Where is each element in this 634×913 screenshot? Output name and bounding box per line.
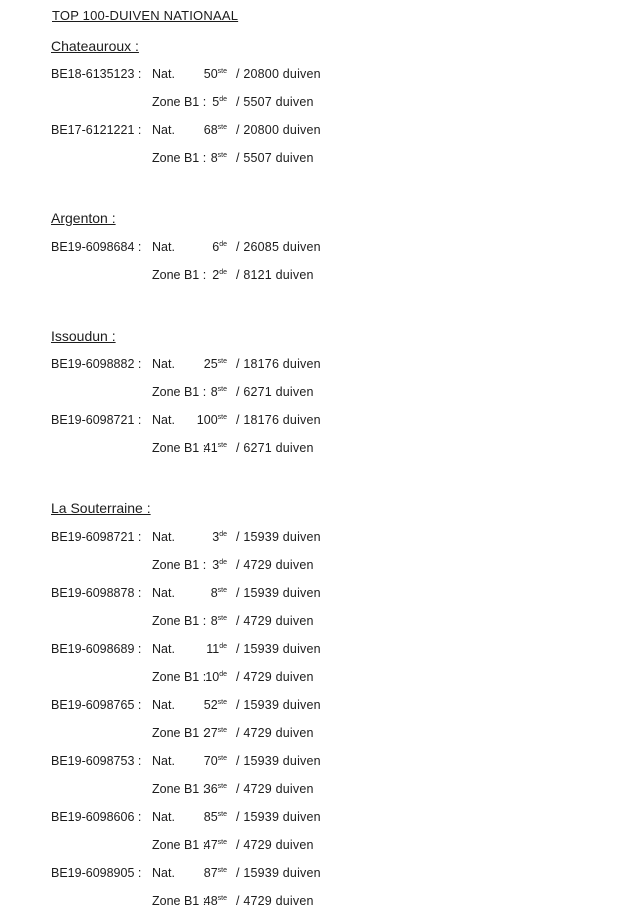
- zone-label: Zone B1 :: [152, 894, 207, 908]
- nat-result-line: [0, 530, 634, 548]
- zone-label: Zone B1 :: [152, 385, 207, 399]
- nat-total: / 15939 duiven: [236, 810, 321, 824]
- zone-result-line: [0, 838, 634, 856]
- nat-rank-number: 70: [203, 754, 218, 768]
- zone-result-line: [0, 614, 634, 632]
- ring-number: BE19-6098606 :: [51, 810, 142, 824]
- nat-rank: [204, 810, 227, 824]
- zone-rank-suffix: de: [219, 268, 227, 276]
- nat-rank-number: 85: [203, 810, 218, 824]
- nat-label: Nat.: [152, 586, 175, 600]
- nat-rank: [197, 413, 227, 427]
- zone-rank-suffix: ste: [217, 614, 227, 622]
- zone-rank-number: 10: [205, 670, 220, 684]
- nat-label: Nat.: [152, 67, 175, 81]
- zone-total: / 6271 duiven: [236, 441, 314, 455]
- zone-rank-suffix: de: [219, 95, 227, 103]
- nat-result-line: [0, 240, 634, 258]
- zone-rank: [204, 441, 227, 455]
- ring-number: BE19-6098905 :: [51, 866, 142, 880]
- zone-rank: [212, 558, 227, 572]
- zone-total: / 4729 duiven: [236, 670, 314, 684]
- nat-result-line: [0, 67, 634, 85]
- nat-rank: [212, 530, 227, 544]
- nat-label: Nat.: [152, 123, 175, 137]
- nat-label: Nat.: [152, 754, 175, 768]
- nat-rank: [212, 240, 227, 254]
- zone-result-line: [0, 95, 634, 113]
- zone-total: / 4729 duiven: [236, 782, 314, 796]
- nat-total: / 15939 duiven: [236, 586, 321, 600]
- zone-rank: [204, 838, 227, 852]
- nat-total: / 15939 duiven: [236, 642, 321, 656]
- ring-number: BE19-6098753 :: [51, 754, 142, 768]
- nat-rank-suffix: ste: [217, 357, 227, 365]
- zone-rank-number: 8: [210, 385, 218, 399]
- zone-rank-suffix: ste: [217, 385, 227, 393]
- nat-rank: [211, 586, 227, 600]
- zone-label: Zone B1 :: [152, 558, 207, 572]
- nat-result-line: [0, 754, 634, 772]
- zone-total: / 8121 duiven: [236, 268, 314, 282]
- ring-number: BE19-6098882 :: [51, 357, 142, 371]
- zone-label: Zone B1 :: [152, 441, 207, 455]
- nat-label: Nat.: [152, 698, 175, 712]
- ring-number: BE19-6098878 :: [51, 586, 142, 600]
- zone-rank: [211, 614, 227, 628]
- nat-rank-suffix: ste: [217, 810, 227, 818]
- zone-label: Zone B1 :: [152, 268, 207, 282]
- zone-rank-suffix: ste: [217, 151, 227, 159]
- zone-rank-number: 36: [203, 782, 218, 796]
- zone-rank-suffix: ste: [217, 894, 227, 902]
- nat-rank-number: 87: [203, 866, 218, 880]
- zone-rank: [204, 894, 227, 908]
- zone-result-line: [0, 268, 634, 286]
- zone-rank: [204, 726, 227, 740]
- ring-number: BE18-6135123 :: [51, 67, 142, 81]
- zone-label: Zone B1 :: [152, 614, 207, 628]
- zone-rank-number: 8: [210, 614, 218, 628]
- nat-rank-number: 52: [203, 698, 218, 712]
- zone-rank-suffix: ste: [217, 726, 227, 734]
- nat-total: / 15939 duiven: [236, 866, 321, 880]
- nat-rank: [204, 698, 227, 712]
- ring-number: BE19-6098721 :: [51, 530, 142, 544]
- nat-total: / 18176 duiven: [236, 357, 321, 371]
- zone-result-line: [0, 151, 634, 169]
- section-heading: La Souterraine :: [51, 500, 151, 516]
- zone-result-line: [0, 782, 634, 800]
- page-title: TOP 100-DUIVEN NATIONAAL: [52, 8, 239, 23]
- nat-result-line: [0, 586, 634, 604]
- nat-rank-number: 68: [203, 123, 218, 137]
- zone-rank-suffix: de: [219, 670, 227, 678]
- zone-result-line: [0, 385, 634, 403]
- nat-label: Nat.: [152, 240, 175, 254]
- ring-number: BE19-6098684 :: [51, 240, 142, 254]
- zone-total: / 5507 duiven: [236, 151, 314, 165]
- nat-total: / 18176 duiven: [236, 413, 321, 427]
- nat-rank-suffix: ste: [217, 67, 227, 75]
- nat-label: Nat.: [152, 810, 175, 824]
- nat-rank-suffix: ste: [217, 413, 227, 421]
- nat-rank-number: 100: [196, 413, 218, 427]
- zone-total: / 4729 duiven: [236, 838, 314, 852]
- nat-rank: [204, 357, 227, 371]
- nat-result-line: [0, 413, 634, 431]
- nat-rank-number: 3: [212, 530, 220, 544]
- zone-rank-number: 41: [203, 441, 218, 455]
- zone-result-line: [0, 670, 634, 688]
- nat-label: Nat.: [152, 642, 175, 656]
- zone-rank-suffix: ste: [217, 838, 227, 846]
- zone-total: / 4729 duiven: [236, 894, 314, 908]
- zone-rank-number: 2: [212, 268, 220, 282]
- zone-rank-number: 47: [203, 838, 218, 852]
- zone-rank-number: 5: [212, 95, 220, 109]
- ring-number: BE19-6098689 :: [51, 642, 142, 656]
- zone-total: / 4729 duiven: [236, 558, 314, 572]
- nat-rank-number: 11: [206, 642, 220, 656]
- zone-rank-suffix: de: [219, 558, 227, 566]
- nat-rank-suffix: de: [219, 240, 227, 248]
- section-heading: Argenton :: [51, 210, 116, 226]
- zone-rank-number: 8: [210, 151, 218, 165]
- nat-label: Nat.: [152, 413, 175, 427]
- zone-result-line: [0, 894, 634, 912]
- nat-rank-number: 8: [210, 586, 218, 600]
- nat-rank-suffix: de: [219, 642, 227, 650]
- nat-rank-number: 50: [203, 67, 218, 81]
- zone-total: / 5507 duiven: [236, 95, 314, 109]
- nat-rank-suffix: ste: [217, 586, 227, 594]
- nat-result-line: [0, 123, 634, 141]
- nat-result-line: [0, 866, 634, 884]
- zone-label: Zone B1 :: [152, 151, 207, 165]
- nat-rank-suffix: ste: [217, 698, 227, 706]
- ring-number: BE19-6098721 :: [51, 413, 142, 427]
- nat-label: Nat.: [152, 357, 175, 371]
- zone-result-line: [0, 441, 634, 459]
- zone-label: Zone B1 :: [152, 838, 207, 852]
- nat-result-line: [0, 357, 634, 375]
- nat-total: / 26085 duiven: [236, 240, 321, 254]
- nat-rank: [204, 67, 227, 81]
- nat-total: / 15939 duiven: [236, 530, 321, 544]
- ring-number: BE17-6121221 :: [51, 123, 142, 137]
- zone-rank-suffix: ste: [217, 441, 227, 449]
- zone-rank: [211, 385, 227, 399]
- zone-rank: [211, 151, 227, 165]
- nat-total: / 20800 duiven: [236, 67, 321, 81]
- zone-label: Zone B1 :: [152, 95, 207, 109]
- zone-total: / 4729 duiven: [236, 726, 314, 740]
- nat-rank: [204, 123, 227, 137]
- nat-rank-suffix: ste: [217, 754, 227, 762]
- nat-rank-suffix: de: [219, 530, 227, 538]
- zone-total: / 6271 duiven: [236, 385, 314, 399]
- section-heading: Chateauroux :: [51, 38, 139, 54]
- nat-total: / 15939 duiven: [236, 754, 321, 768]
- nat-label: Nat.: [152, 866, 175, 880]
- zone-result-line: [0, 726, 634, 744]
- zone-rank-suffix: ste: [217, 782, 227, 790]
- nat-rank-suffix: ste: [217, 123, 227, 131]
- zone-rank: [204, 782, 227, 796]
- zone-rank: [212, 95, 227, 109]
- zone-label: Zone B1 :: [152, 782, 207, 796]
- zone-rank: [205, 670, 227, 684]
- zone-rank-number: 27: [203, 726, 218, 740]
- nat-result-line: [0, 642, 634, 660]
- nat-rank: [204, 866, 227, 880]
- nat-rank-suffix: ste: [217, 866, 227, 874]
- zone-label: Zone B1 :: [152, 726, 207, 740]
- nat-rank-number: 25: [203, 357, 218, 371]
- zone-rank-number: 48: [203, 894, 218, 908]
- nat-rank: [206, 642, 227, 656]
- nat-result-line: [0, 698, 634, 716]
- section-heading: Issoudun :: [51, 328, 116, 344]
- zone-rank: [212, 268, 227, 282]
- zone-total: / 4729 duiven: [236, 614, 314, 628]
- zone-rank-number: 3: [212, 558, 220, 572]
- nat-result-line: [0, 810, 634, 828]
- nat-rank: [204, 754, 227, 768]
- nat-rank-number: 6: [212, 240, 220, 254]
- zone-result-line: [0, 558, 634, 576]
- zone-label: Zone B1 :: [152, 670, 207, 684]
- ring-number: BE19-6098765 :: [51, 698, 142, 712]
- nat-label: Nat.: [152, 530, 175, 544]
- nat-total: / 15939 duiven: [236, 698, 321, 712]
- nat-total: / 20800 duiven: [236, 123, 321, 137]
